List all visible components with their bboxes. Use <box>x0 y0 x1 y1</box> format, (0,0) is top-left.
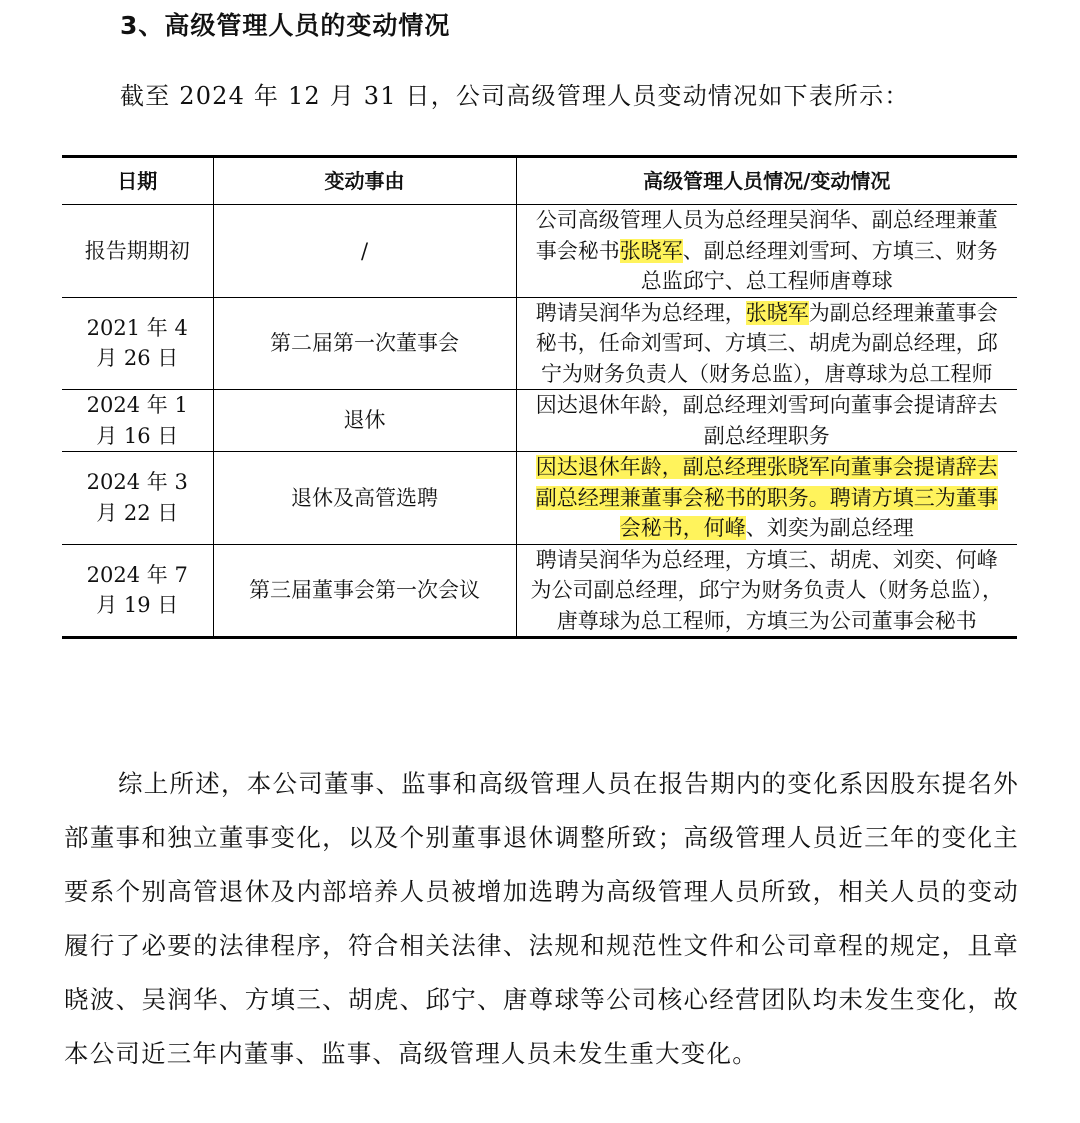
reason-cell: / <box>213 205 516 298</box>
details-text: 因达退休年龄，副总经理刘雪珂向董事会提请辞去副总经理职务 <box>535 393 998 448</box>
details-text: 、刘奕为副总经理 <box>745 516 914 540</box>
highlighted-text: 因达退休年龄，副总经理张晓军向董事会提请辞去副总经理兼董事会秘书的职务。聘请方填三为董事会秘书，何峰 <box>535 455 998 540</box>
details-text: 聘请吴润华为总经理，方填三、胡虎、刘奕、何峰为公司副总经理，邱宁为财务负责人（财务总监），唐尊球为总工程师，方填三为公司董事会秘书 <box>530 547 1003 633</box>
intro-paragraph: 截至 2024 年 12 月 31 日，公司高级管理人员变动情况如下表所示： <box>120 82 910 110</box>
table-row <box>62 390 1017 452</box>
table-row <box>62 544 1017 638</box>
details-cell <box>516 452 1017 545</box>
date-cell: 2024 年 7 月 19 日 <box>62 544 213 638</box>
table-row <box>62 297 1017 390</box>
reason-cell: 退休及高管选聘 <box>213 452 516 545</box>
date-cell: 2024 年 1 月 16 日 <box>62 390 213 452</box>
reason-cell: 退休 <box>213 390 516 452</box>
executive-changes-table <box>62 155 1017 639</box>
reason-cell: 第三届董事会第一次会议 <box>213 544 516 638</box>
details-cell <box>516 205 1017 298</box>
highlighted-name: 张晓军 <box>619 238 683 263</box>
details-cell <box>516 390 1017 452</box>
table-row <box>62 205 1017 298</box>
details-text: 公司高级管理人员为总经理吴润华、副总经理兼董事会秘书 <box>535 208 998 263</box>
header-reason: 变动事由 <box>213 157 516 205</box>
header-details: 高级管理人员情况/变动情况 <box>516 157 1017 205</box>
reason-cell: 第二届第一次董事会 <box>213 297 516 390</box>
header-date: 日期 <box>62 157 213 205</box>
details-text: 、副总经理刘雪珂、方填三、财务总监邱宁、总工程师唐尊球 <box>640 238 998 293</box>
date-cell: 报告期期初 <box>62 205 213 298</box>
date-cell: 2024 年 3 月 22 日 <box>62 452 213 545</box>
date-cell: 2021 年 4 月 26 日 <box>62 297 213 390</box>
details-text: 为副总经理兼董事会秘书，任命刘雪珂、方填三、胡虎为副总经理，邱宁为财务负责人（财务总监），唐尊球为总工程师 <box>535 300 998 386</box>
details-text: 聘请吴润华为总经理， <box>535 300 746 325</box>
table-row <box>62 452 1017 545</box>
summary-paragraph: 综上所述，本公司董事、监事和高级管理人员在报告期内的变化系因股东提名外部董事和独立董事变化，以及个别董事退休调整所致；高级管理人员近三年的变化主要系个别高管退休及内部培养人员被增加选聘为高级管理人员所致，相关人员的变动履行了必要的法律程序，符合相关法律、法规和规范性文件和公司章程的规定，且章晓波、吴润华、方填三、胡虎、邱宁、唐尊球等公司核心经营团队均未发生变化，故本公司近三年内董事、监事、高级管理人员未发生重大变化。 <box>64 769 1019 1068</box>
highlighted-name: 张晓军 <box>745 300 809 325</box>
details-cell <box>516 544 1017 638</box>
details-cell <box>516 297 1017 390</box>
section-heading: 3、高级管理人员的变动情况 <box>120 11 451 40</box>
table-header-row <box>62 157 1017 205</box>
